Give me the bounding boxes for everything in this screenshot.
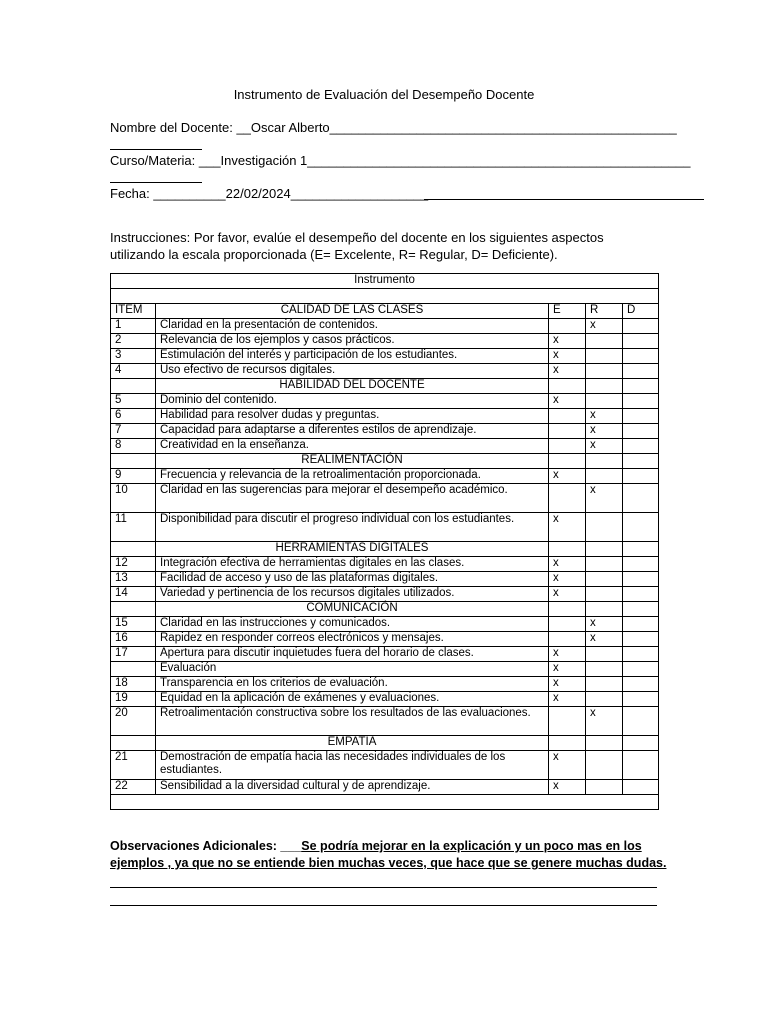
table-row	[111, 364, 659, 379]
empty-cell	[111, 602, 156, 617]
rating-cell-r	[586, 751, 623, 780]
rating-cell-e	[549, 319, 586, 334]
rating-cell-d	[623, 632, 659, 647]
scale-header-r: R	[586, 304, 623, 319]
rating-cell-d	[623, 677, 659, 692]
rating-cell-e: x	[549, 572, 586, 587]
rating-cell-r: x	[586, 424, 623, 439]
rating-cell-r	[586, 557, 623, 572]
table-row	[111, 617, 659, 632]
rating-cell-d	[623, 513, 659, 542]
table-row	[111, 647, 659, 662]
rating-cell-e: x	[549, 677, 586, 692]
rating-cell-d	[623, 751, 659, 780]
rating-cell-r: x	[586, 484, 623, 513]
section-title: HERRAMIENTAS DIGITALES	[156, 542, 549, 557]
criterion-text: Claridad en las instrucciones y comunicados.	[156, 617, 549, 632]
empty-cell	[586, 379, 623, 394]
observations-block	[110, 838, 670, 872]
rating-cell-d	[623, 469, 659, 484]
rating-cell-e: x	[549, 469, 586, 484]
item-number: 5	[111, 394, 156, 409]
rating-cell-d	[623, 780, 659, 795]
rating-cell-r	[586, 587, 623, 602]
table-row	[111, 662, 659, 677]
instructions-text: Instrucciones: Por favor, evalúe el desempeño del docente en los siguientes aspectos utilizando la escala proporcionada (E= Excelente, R= Regular, D= Deficiente).	[110, 230, 604, 262]
rating-cell-d	[623, 439, 659, 454]
criterion-text: Sensibilidad a la diversidad cultural y de aprendizaje.	[156, 780, 549, 795]
empty-cell	[111, 379, 156, 394]
rating-cell-e: x	[549, 513, 586, 542]
section-header-row	[111, 454, 659, 469]
table-row	[111, 780, 659, 795]
section-header-row	[111, 736, 659, 751]
rating-cell-r: x	[586, 617, 623, 632]
empty-cell	[623, 602, 659, 617]
empty-cell	[111, 542, 156, 557]
rating-cell-r	[586, 513, 623, 542]
table-row	[111, 469, 659, 484]
empty-cell	[549, 602, 586, 617]
section-title: REALIMENTACIÓN	[156, 454, 549, 469]
rating-cell-r	[586, 469, 623, 484]
rating-cell-d	[623, 572, 659, 587]
table-row	[111, 334, 659, 349]
rating-cell-r	[586, 349, 623, 364]
observations-text: Se podría mejorar en la explicación y un poco mas en los ejemplos , ya que no se entiende bien muchas veces, que hace que se genere muchas dudas.	[110, 839, 667, 870]
rating-cell-r: x	[586, 439, 623, 454]
table-row	[111, 394, 659, 409]
empty-cell	[549, 454, 586, 469]
table-row	[111, 707, 659, 736]
item-number: 1	[111, 319, 156, 334]
item-number: 22	[111, 780, 156, 795]
criterion-text: Estimulación del interés y participación de los estudiantes.	[156, 349, 549, 364]
criterion-text: Variedad y pertinencia de los recursos digitales utilizados.	[156, 587, 549, 602]
criterion-text: Relevancia de los ejemplos y casos prácticos.	[156, 334, 549, 349]
item-number: 8	[111, 439, 156, 454]
rating-cell-e: x	[549, 692, 586, 707]
table-caption: Instrumento	[111, 274, 659, 289]
rating-cell-e: x	[549, 780, 586, 795]
rating-cell-d	[623, 647, 659, 662]
rating-cell-r	[586, 572, 623, 587]
table-row	[111, 409, 659, 424]
rating-cell-d	[623, 617, 659, 632]
rating-cell-e: x	[549, 557, 586, 572]
empty-cell	[586, 454, 623, 469]
empty-cell	[623, 379, 659, 394]
subject-line: Curso/Materia: ___Investigación 1_____________________________________________________	[110, 153, 691, 168]
teacher-name-line: Nombre del Docente: __Oscar Alberto________________________________________________	[110, 120, 677, 135]
table-row	[111, 513, 659, 542]
rating-cell-d	[623, 662, 659, 677]
rating-cell-d	[623, 319, 659, 334]
empty-cell	[111, 454, 156, 469]
rating-cell-r	[586, 692, 623, 707]
criterion-text: Capacidad para adaptarse a diferentes estilos de aprendizaje.	[156, 424, 549, 439]
section-title: EMPATIA	[156, 736, 549, 751]
table-row	[111, 587, 659, 602]
section-header-row	[111, 542, 659, 557]
rating-cell-d	[623, 692, 659, 707]
rating-cell-d	[623, 364, 659, 379]
criterion-text: Claridad en la presentación de contenidos.	[156, 319, 549, 334]
rating-cell-d	[623, 409, 659, 424]
item-number: 2	[111, 334, 156, 349]
rating-cell-e	[549, 409, 586, 424]
blank-cell	[111, 289, 659, 304]
rating-cell-e: x	[549, 394, 586, 409]
date-line: Fecha: __________22/02/2024___________________	[110, 186, 429, 201]
rating-cell-e	[549, 424, 586, 439]
empty-cell	[623, 542, 659, 557]
table-row	[111, 572, 659, 587]
criterion-text: Facilidad de acceso y uso de las plataformas digitales.	[156, 572, 549, 587]
item-number: 10	[111, 484, 156, 513]
criterion-text: Evaluación	[156, 662, 549, 677]
empty-cell	[586, 736, 623, 751]
criterion-text: Demostración de empatía hacia las necesidades individuales de los estudiantes.	[156, 751, 549, 780]
underline-continuation	[110, 182, 202, 183]
item-number: 7	[111, 424, 156, 439]
empty-cell	[623, 736, 659, 751]
item-number: 18	[111, 677, 156, 692]
rating-cell-r	[586, 677, 623, 692]
rating-cell-d	[623, 707, 659, 736]
rating-cell-r: x	[586, 632, 623, 647]
item-number: 3	[111, 349, 156, 364]
scale-header-d: D	[623, 304, 659, 319]
rating-cell-r: x	[586, 319, 623, 334]
item-number	[111, 662, 156, 677]
criterion-text: Uso efectivo de recursos digitales.	[156, 364, 549, 379]
criterion-text: Claridad en las sugerencias para mejorar el desempeño académico.	[156, 484, 549, 513]
rating-cell-r	[586, 364, 623, 379]
table-row	[111, 484, 659, 513]
rating-cell-e: x	[549, 587, 586, 602]
rating-cell-e: x	[549, 751, 586, 780]
item-number: 12	[111, 557, 156, 572]
rating-cell-d	[623, 484, 659, 513]
table-row	[111, 751, 659, 780]
item-number: 19	[111, 692, 156, 707]
rating-cell-e	[549, 617, 586, 632]
rating-cell-d	[623, 557, 659, 572]
item-number: 4	[111, 364, 156, 379]
rating-cell-e	[549, 707, 586, 736]
section-header-row	[111, 304, 659, 319]
blank-row	[111, 795, 659, 810]
empty-cell	[549, 379, 586, 394]
underline-continuation	[424, 199, 704, 200]
table-row	[111, 439, 659, 454]
document-title: Instrumento de Evaluación del Desempeño Docente	[233, 87, 535, 102]
criterion-text: Apertura para discutir inquietudes fuera del horario de clases.	[156, 647, 549, 662]
rating-cell-d	[623, 587, 659, 602]
criterion-text: Integración efectiva de herramientas digitales en las clases.	[156, 557, 549, 572]
empty-cell	[549, 542, 586, 557]
table-row	[111, 632, 659, 647]
section-title: COMUNICACIÓN	[156, 602, 549, 617]
blank-cell	[111, 795, 659, 810]
item-number: 6	[111, 409, 156, 424]
rating-cell-e	[549, 484, 586, 513]
table-row	[111, 319, 659, 334]
scale-header-e: E	[549, 304, 586, 319]
rating-cell-e: x	[549, 647, 586, 662]
item-number: 9	[111, 469, 156, 484]
evaluation-table	[110, 273, 659, 810]
criterion-text: Habilidad para resolver dudas y preguntas.	[156, 409, 549, 424]
item-column-header: ITEM	[111, 304, 156, 319]
rating-cell-e	[549, 632, 586, 647]
item-number: 15	[111, 617, 156, 632]
item-number: 21	[111, 751, 156, 780]
underline-continuation	[110, 149, 202, 150]
table-row	[111, 349, 659, 364]
rating-cell-d	[623, 334, 659, 349]
section-title: CALIDAD DE LAS CLASES	[156, 304, 549, 319]
criterion-text: Rapidez en responder correos electrónicos y mensajes.	[156, 632, 549, 647]
item-number: 13	[111, 572, 156, 587]
item-number: 16	[111, 632, 156, 647]
item-number: 11	[111, 513, 156, 542]
criterion-text: Dominio del contenido.	[156, 394, 549, 409]
rating-cell-e: x	[549, 364, 586, 379]
rating-cell-d	[623, 394, 659, 409]
item-number: 20	[111, 707, 156, 736]
rating-cell-e: x	[549, 349, 586, 364]
criterion-text: Disponibilidad para discutir el progreso individual con los estudiantes.	[156, 513, 549, 542]
rating-cell-r	[586, 394, 623, 409]
blank-row	[111, 289, 659, 304]
criterion-text: Frecuencia y relevancia de la retroalimentación proporcionada.	[156, 469, 549, 484]
section-header-row	[111, 602, 659, 617]
table-row	[111, 692, 659, 707]
observation-line	[110, 887, 657, 888]
rating-cell-r	[586, 662, 623, 677]
rating-cell-r: x	[586, 409, 623, 424]
section-title: HABILIDAD DEL DOCENTE	[156, 379, 549, 394]
table-row	[111, 424, 659, 439]
empty-cell	[111, 736, 156, 751]
section-header-row	[111, 379, 659, 394]
table-row	[111, 557, 659, 572]
rating-cell-d	[623, 424, 659, 439]
observation-line	[110, 905, 657, 906]
item-number: 17	[111, 647, 156, 662]
empty-cell	[623, 454, 659, 469]
rating-cell-e: x	[549, 662, 586, 677]
empty-cell	[586, 542, 623, 557]
rating-cell-e: x	[549, 334, 586, 349]
item-number: 14	[111, 587, 156, 602]
rating-cell-r	[586, 334, 623, 349]
rating-cell-r	[586, 780, 623, 795]
rating-cell-r: x	[586, 707, 623, 736]
empty-cell	[586, 602, 623, 617]
rating-cell-r	[586, 647, 623, 662]
table-caption-row	[111, 274, 659, 289]
criterion-text: Creatividad en la enseñanza.	[156, 439, 549, 454]
criterion-text: Equidad en la aplicación de exámenes y evaluaciones.	[156, 692, 549, 707]
criterion-text: Transparencia en los criterios de evaluación.	[156, 677, 549, 692]
rating-cell-d	[623, 349, 659, 364]
table-row	[111, 677, 659, 692]
rating-cell-e	[549, 439, 586, 454]
observations-label: Observaciones Adicionales: ___	[110, 839, 302, 853]
empty-cell	[549, 736, 586, 751]
criterion-text: Retroalimentación constructiva sobre los resultados de las evaluaciones.	[156, 707, 549, 736]
